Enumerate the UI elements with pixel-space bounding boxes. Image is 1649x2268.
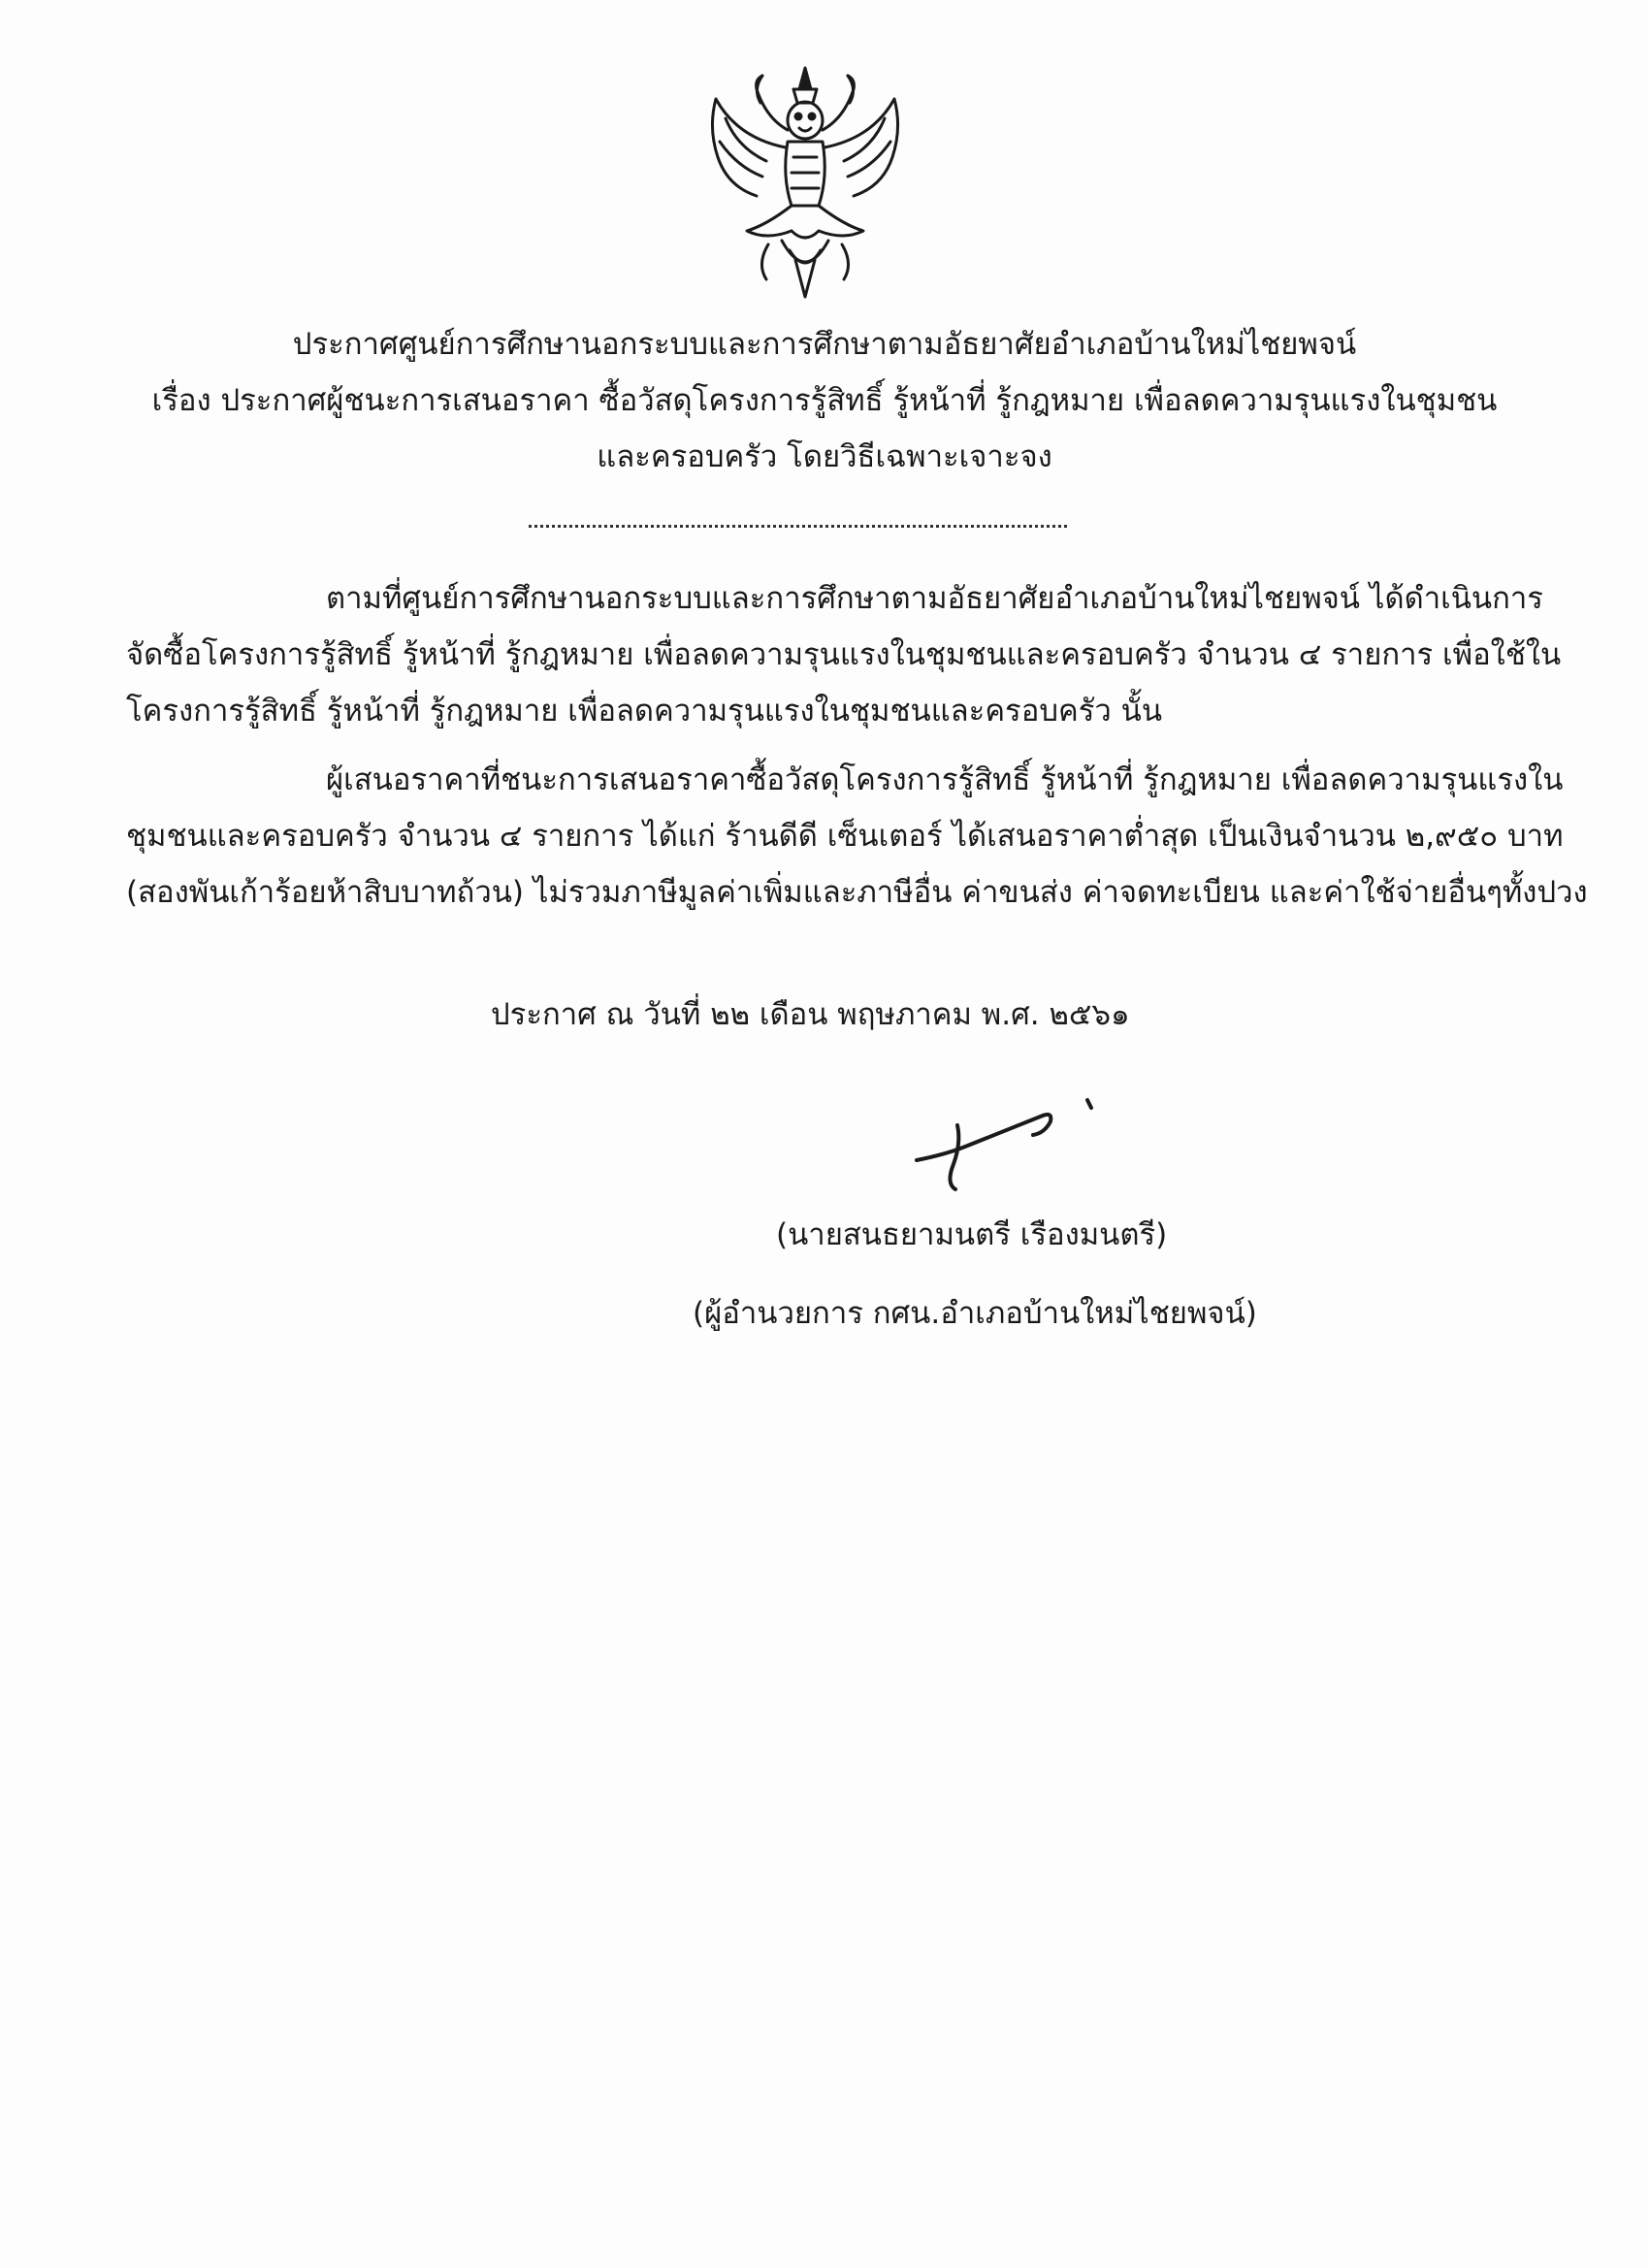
paragraph1-line1: ตามที่ศูนย์การศึกษานอกระบบและการศึกษาตามอัธยาศัยอำเภอบ้านใหม่ไชยพจน์ ได้ดำเนินการ (326, 581, 1543, 616)
garuda-emblem-icon (698, 60, 912, 305)
paragraph2-line3: (สองพันเก้าร้อยห้าสิบบาทถ้วน) ไม่รวมภาษีมูลค่าเพิ่มและภาษีอื่น ค่าขนส่ง ค่าจดทะเบียน และค่าใช้จ่ายอื่นๆทั้งปวง (126, 875, 1588, 910)
signatory-name: (นายสนธยามนตรี เรืองมนตรี) (776, 1217, 1168, 1252)
announcement-date: ประกาศ ณ วันที่ ๒๒ เดือน พฤษภาคม พ.ศ. ๒๕๖๑ (491, 997, 1130, 1032)
paragraph2-line1: ผู้เสนอราคาที่ชนะการเสนอราคาซื้อวัสดุโครงการรู้สิทธิ์ รู้หน้าที่ รู้กฎหมาย เพื่อลดความรุนแรงใน (326, 762, 1564, 797)
paragraph1-line3: โครงการรู้สิทธิ์ รู้หน้าที่ รู้กฎหมาย เพื่อลดความรุนแรงในชุมชนและครอบครัว นั้น (126, 694, 1163, 729)
signatory-position: (ผู้อำนวยการ กศน.อำเภอบ้านใหม่ไชยพจน์) (693, 1296, 1257, 1331)
dotted-divider (529, 525, 1067, 528)
announcement-subject: เรื่อง ประกาศผู้ชนะการเสนอราคา ซื้อวัสดุโครงการรู้สิทธิ์ รู้หน้าที่ รู้กฎหมาย เพื่อลดความรุนแรงในชุมชน (151, 383, 1498, 418)
handwritten-signature (897, 1086, 1120, 1203)
announcement-subject-continued: และครอบครัว โดยวิธีเฉพาะเจาะจง (597, 439, 1052, 474)
paragraph1-line2: จัดซื้อโครงการรู้สิทธิ์ รู้หน้าที่ รู้กฎหมาย เพื่อลดความรุนแรงในชุมชนและครอบครัว จำนวน ๔ รายการ เพื่อใช้ใน (126, 637, 1562, 672)
paragraph2-line2: ชุมชนและครอบครัว จำนวน ๔ รายการ ได้แก่ ร้านดีดี เซ็นเตอร์ ได้เสนอราคาต่ำสุด เป็นเงินจำนวน ๒,๙๕๐ บาท (126, 819, 1564, 854)
announcement-title: ประกาศศูนย์การศึกษานอกระบบและการศึกษาตามอัธยาศัยอำเภอบ้านใหม่ไชยพจน์ (292, 327, 1357, 362)
